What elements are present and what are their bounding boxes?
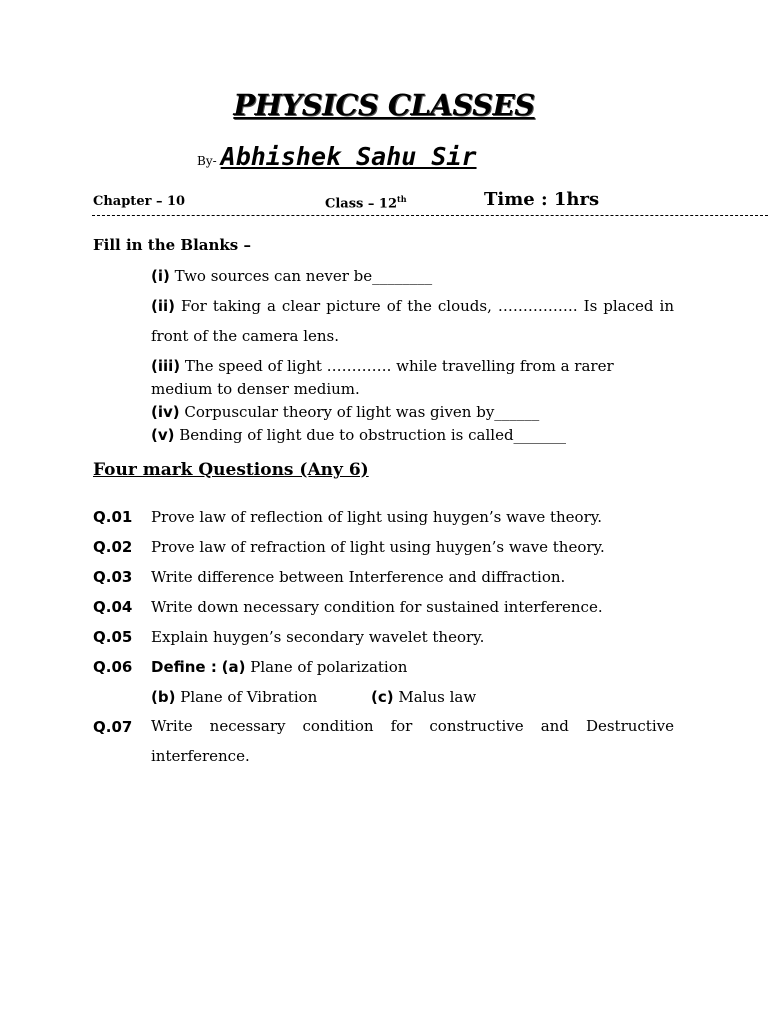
option-label: (b) [151,688,176,706]
page-title: PHYSICS CLASSES [233,88,535,122]
blank-num: (iv) [151,403,180,421]
option-label: (c) [371,688,394,706]
class-suffix: th [397,194,407,204]
dashed-divider [92,215,768,216]
class-label [325,194,407,211]
four-mark-heading: Four mark Questions (Any 6) [93,460,369,480]
question-text-cont [151,688,317,706]
blank-item-4 [151,403,539,421]
byline [197,142,477,171]
option-label: (a) [221,658,246,676]
author-name: Abhishek Sahu Sir [220,142,477,171]
chapter-label: Chapter – 10 [93,194,186,209]
blank-item-1 [151,267,432,285]
blank-item-5 [151,426,566,444]
question-text: Explain huygen’s secondary wavelet theory. [151,628,485,646]
blank-text: Corpuscular theory of light was given by______ [179,403,540,421]
question-text: Write necessary condition for constructive and Destructive interference. [151,717,674,765]
blank-num: (ii) [151,297,175,315]
question-number: Q.05 [93,628,133,646]
question-text: Prove law of reflection of light using huygen’s wave theory. [151,508,603,526]
question-number: Q.06 [93,658,133,676]
blank-text: Two sources can never be________ [169,267,433,285]
blank-item-3 [151,357,614,375]
blank-num: (i) [151,267,170,285]
blank-item-3-cont [151,380,360,398]
question-number: Q.03 [93,568,133,586]
blank-num: (v) [151,426,175,444]
define-label: Define : [151,658,217,676]
option-text: Plane of Vibration [175,688,318,706]
question-text: Write down necessary condition for sustained interference. [151,598,603,616]
question-number: Q.02 [93,538,133,556]
blank-text: For taking a clear picture of the clouds, ……………. Is placed in front of the camera lens. [151,297,674,345]
question-text: Prove law of refraction of light using huygen’s wave theory. [151,538,605,556]
class-prefix: Class – 12 [325,196,397,212]
option-text: Malus law [393,688,477,706]
question-text-cont [371,688,476,706]
blank-item-2 [151,291,674,351]
question-number: Q.07 [93,718,133,736]
fill-blanks-heading: Fill in the Blanks – [93,236,251,254]
by-prefix: By- [197,154,217,168]
time-label: Time : 1hrs [484,189,600,210]
question-text: Write difference between Interference and diffraction. [151,568,566,586]
question-number: Q.01 [93,508,133,526]
option-text: Plane of polarization [245,658,408,676]
question-text [151,658,407,676]
blank-text: The speed of light …………. while travelling from a rarer [180,357,614,375]
blank-num: (iii) [151,357,181,375]
blank-text: Bending of light due to obstruction is called_______ [174,426,567,444]
blank-text: medium to denser medium. [151,380,360,398]
question-number: Q.04 [93,598,133,616]
